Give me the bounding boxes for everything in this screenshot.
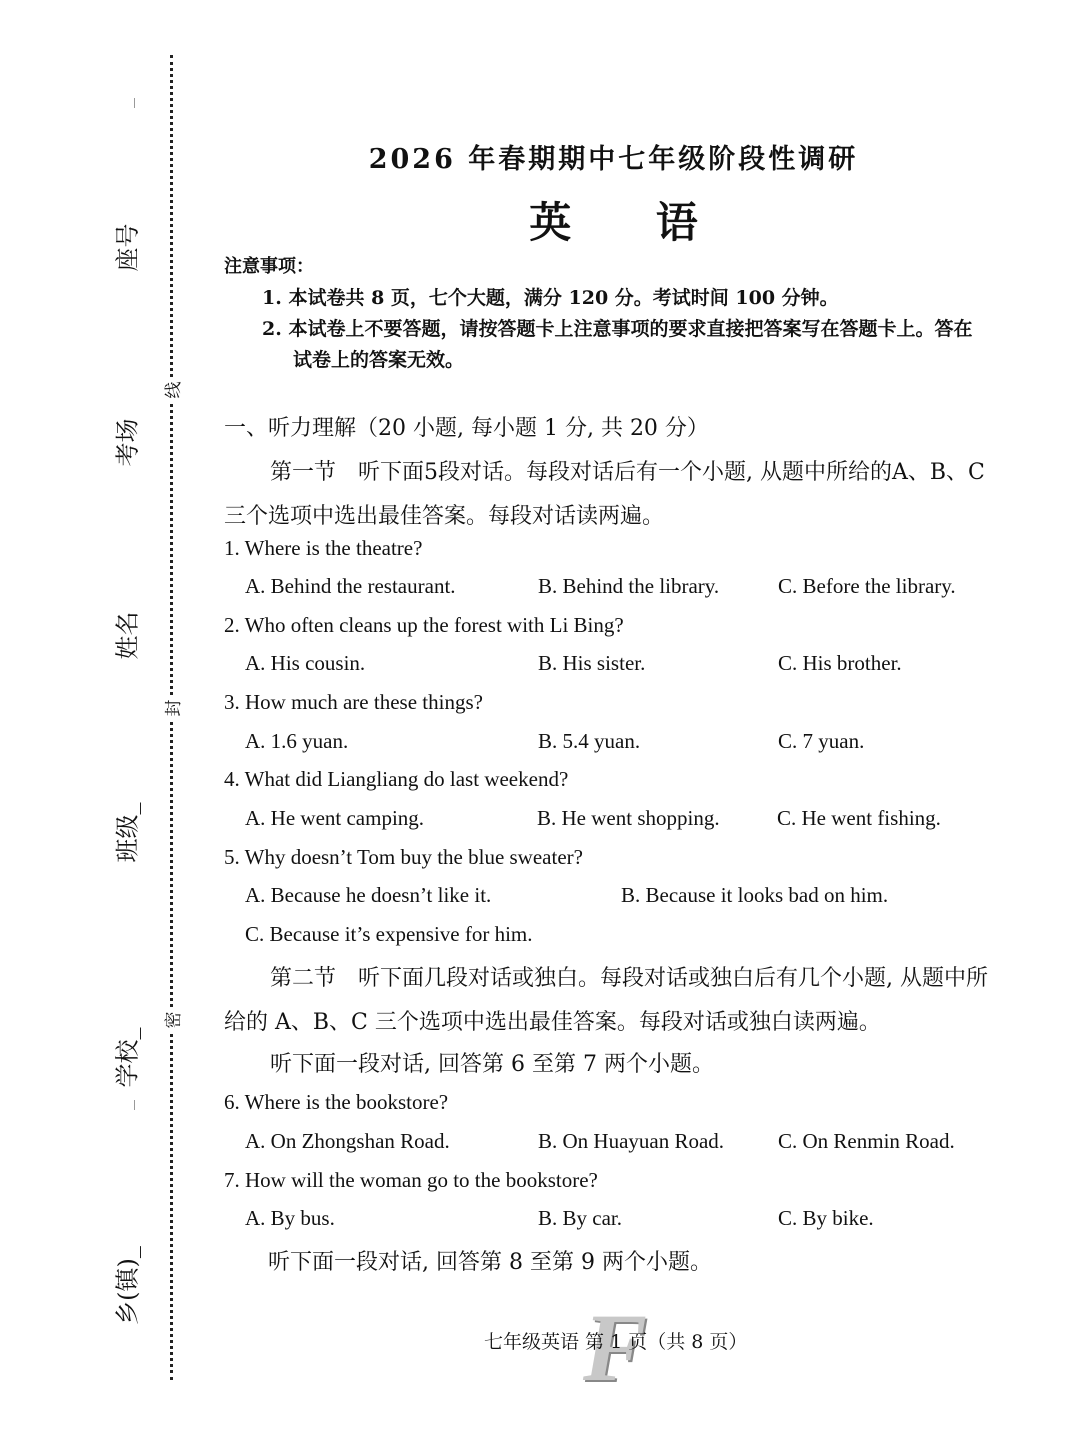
- q3-option-b: B. 5.4 yuan.: [538, 729, 641, 753]
- q2-option-a: A. His cousin.: [245, 651, 366, 675]
- q1-option-b: B. Behind the library.: [538, 574, 720, 598]
- q2-option-c: C. His brother.: [778, 651, 902, 675]
- page-footer: 七年级英语 第 1 页（共 8 页）: [484, 1331, 748, 1353]
- exam-title: 2026 年春期期中七年级阶段性调研: [368, 144, 859, 175]
- town-label: 乡(镇)_: [113, 1246, 142, 1325]
- q3-option-c: C. 7 yuan.: [778, 729, 865, 753]
- q6-option-a: A. On Zhongshan Road.: [245, 1129, 450, 1153]
- name-label: 姓名: [113, 611, 142, 660]
- section-title: 一、听力理解（20 小题, 每小题 1 分, 共 20 分）: [224, 416, 709, 441]
- q7-option-c: C. By bike.: [778, 1206, 874, 1230]
- version-mark-f: F: [583, 1294, 648, 1401]
- note-item-1: 1. 本试卷共 8 页，七个大题，满分 120 分。考试时间 100 分钟。: [262, 287, 839, 309]
- q3-option-a: A. 1.6 yuan.: [245, 729, 349, 753]
- part2-instruction: 第二节 听下面几段对话或独白。每段对话或独白后有几个小题, 从题中所: [270, 966, 988, 991]
- intro-q8-q9: 听下面一段对话, 回答第 8 至第 9 两个小题。: [268, 1250, 712, 1275]
- exam-room-label: 考场: [113, 418, 142, 467]
- note-item-2: 2. 本试卷上不要答题，请按答题卡上注意事项的要求直接把答案写在答题卡上。答在: [262, 318, 973, 340]
- seal-seal-char: 封: [159, 697, 183, 719]
- q7-option-a: A. By bus.: [245, 1206, 335, 1230]
- q5-option-c: C. Because it’s expensive for him.: [245, 922, 533, 946]
- question-7: 7. How will the woman go to the bookstore?: [224, 1168, 598, 1192]
- part1-instruction-cont: 三个选项中选出最佳答案。每段对话读两遍。: [224, 504, 665, 529]
- seat-number-label: 座号: [113, 223, 142, 272]
- question-4: 4. What did Liangliang do last weekend?: [224, 767, 569, 791]
- q7-option-b: B. By car.: [538, 1206, 622, 1230]
- q1-option-a: A. Behind the restaurant.: [245, 574, 456, 598]
- q6-option-c: C. On Renmin Road.: [778, 1129, 955, 1153]
- question-1: 1. Where is the theatre?: [224, 536, 423, 560]
- q5-option-b: B. Because it looks bad on him.: [621, 883, 889, 907]
- margin-tick: [134, 1100, 135, 1110]
- note-item-2-cont: 试卷上的答案无效。: [293, 349, 465, 371]
- subject-title: 英 语: [529, 198, 698, 247]
- question-2: 2. Who often cleans up the forest with Li Bing?: [224, 613, 624, 637]
- q6-option-b: B. On Huayuan Road.: [538, 1129, 725, 1153]
- seal-close-char: 密: [159, 1009, 183, 1031]
- q4-option-b: B. He went shopping.: [537, 806, 720, 830]
- margin-tick: [134, 98, 135, 108]
- school-label: 学校_: [113, 1027, 142, 1088]
- q1-option-c: C. Before the library.: [778, 574, 956, 598]
- intro-q6-q7: 听下面一段对话, 回答第 6 至第 7 两个小题。: [270, 1052, 714, 1077]
- question-5: 5. Why doesn’t Tom buy the blue sweater?: [224, 845, 583, 869]
- q4-option-c: C. He went fishing.: [777, 806, 941, 830]
- q2-option-b: B. His sister.: [538, 651, 646, 675]
- question-6: 6. Where is the bookstore?: [224, 1090, 449, 1114]
- q5-option-a: A. Because he doesn’t like it.: [245, 883, 492, 907]
- part2-instruction-cont: 给的 A、B、C 三个选项中选出最佳答案。每段对话或独白读两遍。: [224, 1010, 881, 1035]
- part1-instruction: 第一节 听下面5段对话。每段对话后有一个小题, 从题中所给的A、B、C: [270, 460, 985, 485]
- question-3: 3. How much are these things?: [224, 690, 483, 714]
- notes-heading: 注意事项：: [224, 256, 314, 277]
- q4-option-a: A. He went camping.: [245, 806, 425, 830]
- seal-line-char: 线: [159, 379, 183, 401]
- class-label: 班级_: [113, 802, 142, 863]
